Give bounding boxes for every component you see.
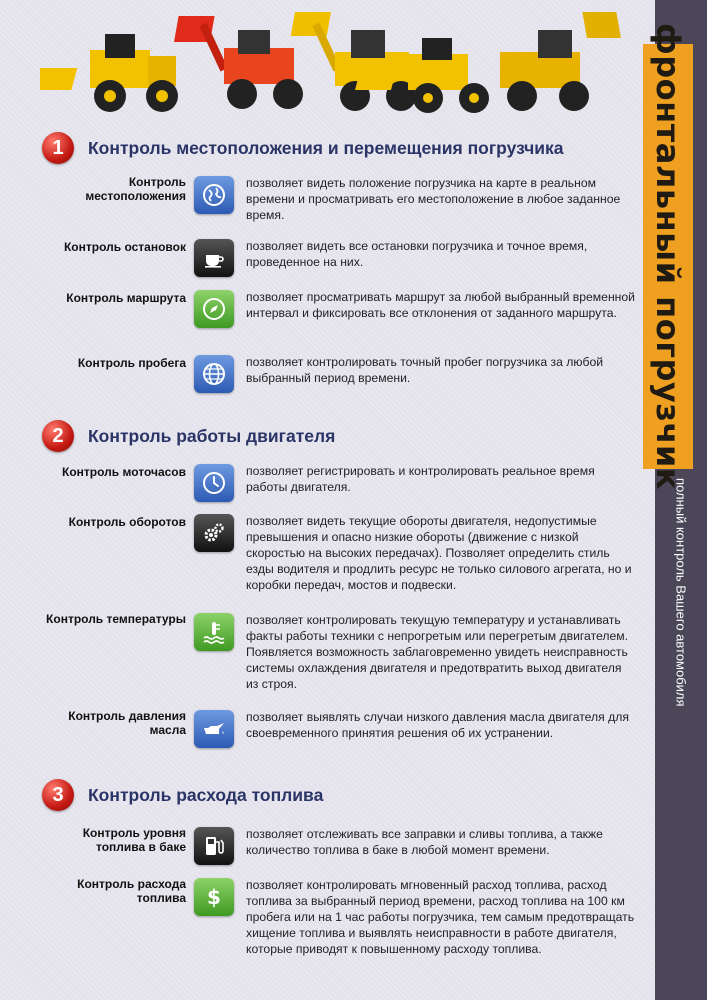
feature-label: Контроль давления масла bbox=[68, 709, 186, 737]
loader-5 bbox=[500, 12, 621, 111]
feature-label: Контроль остановок bbox=[63, 240, 186, 254]
sidebar-title: фронтальный погрузчик bbox=[649, 23, 687, 490]
section-2-header bbox=[42, 419, 335, 453]
feature-description: позволяет отслеживать все заправки и сливы топлива, а также количество топлива в баке в любой момент времени. bbox=[246, 827, 603, 857]
feature-label: Контроль моточасов bbox=[62, 465, 186, 479]
loaders-banner-image bbox=[40, 6, 640, 116]
thermometer-icon bbox=[194, 613, 234, 651]
oil-can-icon bbox=[194, 710, 234, 748]
section-number-badge: 3 bbox=[42, 779, 74, 811]
dollar-icon bbox=[194, 878, 234, 916]
feature-description: позволяет контролировать мгновенный расход топлива, расход топлива за выбранный период времени, расход топлива на 100 км пробега или на 1 час работы погрузчика, тем самым предотвращать хищение топлива и выявлять неисправности в работе двигателя, которые приводят к повышенному расходу топлива. bbox=[246, 878, 635, 956]
compass-icon bbox=[194, 290, 234, 328]
feature-description: позволяет просматривать маршрут за любой выбранный временной интервал и фиксировать все отклонения от заданного маршрута. bbox=[246, 290, 635, 320]
feature-description: позволяет контролировать точный пробег погрузчика за любой выбранный период времени. bbox=[246, 355, 604, 385]
sidebar-title-block bbox=[643, 23, 693, 490]
feature-label: Контроль пробега bbox=[77, 356, 186, 370]
feature-label: Контроль местоположения bbox=[85, 175, 186, 203]
section-3-header bbox=[42, 778, 323, 812]
fuel-pump-icon bbox=[194, 827, 234, 865]
feature-label: Контроль температуры bbox=[46, 612, 186, 626]
section-number-badge: 1 bbox=[42, 132, 74, 164]
coffee-cup-icon bbox=[194, 239, 234, 277]
clock-icon bbox=[194, 464, 234, 502]
loader-3 bbox=[291, 12, 416, 111]
globe-icon bbox=[194, 176, 234, 214]
svg-text:$: $ bbox=[207, 885, 221, 909]
feature-description: позволяет выявлять случаи низкого давления масла двигателя для своевременного принятия решения об их устранении. bbox=[246, 710, 629, 740]
section-1-header bbox=[42, 131, 564, 165]
feature-label: Контроль маршрута bbox=[66, 291, 186, 305]
feature-description: позволяет видеть положение погрузчика на карте в реальном времени и просматривать его местоположение в любое заданное время. bbox=[246, 176, 621, 222]
section-title: Контроль работы двигателя bbox=[88, 425, 336, 446]
feature-label: Контроль оборотов bbox=[68, 515, 186, 529]
feature-label: Контроль уровня топлива в баке bbox=[82, 826, 186, 854]
section-number-badge: 2 bbox=[42, 420, 74, 452]
feature-label: Контроль расхода топлива bbox=[77, 877, 186, 905]
loader-1 bbox=[40, 34, 178, 112]
sidebar-subtitle-block bbox=[655, 478, 707, 768]
globe-grid-icon bbox=[194, 355, 234, 393]
sidebar-subtitle: полный контроль Вашего автомобиля bbox=[673, 478, 689, 707]
loader-2 bbox=[174, 16, 303, 109]
feature-description: позволяет регистрировать и контролировать реальное время работы двигателя. bbox=[246, 464, 595, 494]
feature-description: позволяет видеть текущие обороты двигателя, недопустимые превышения и опасно низкие обороты (движение с низкой скоростью на высоких передачах). Позволяет определить стиль езды водителя и продлить ресурс не только силового агрегата, но и коробки передач, мостов и подвески. bbox=[246, 514, 632, 592]
section-title: Контроль местоположения и перемещения погрузчика bbox=[88, 137, 564, 158]
gears-icon bbox=[194, 514, 234, 552]
section-title: Контроль расхода топлива bbox=[88, 784, 324, 805]
feature-description: позволяет контролировать текущую температуру и устанавливать факты работы техники с непрогретым или перегретым двигателем. Появляется возможность заблаговременно увидеть неисправность системы охлаждения двигателя и предотвратить выход двигателя из строя. bbox=[246, 613, 629, 691]
feature-description: позволяет видеть все остановки погрузчика и точное время, проведенное на них. bbox=[246, 239, 588, 269]
